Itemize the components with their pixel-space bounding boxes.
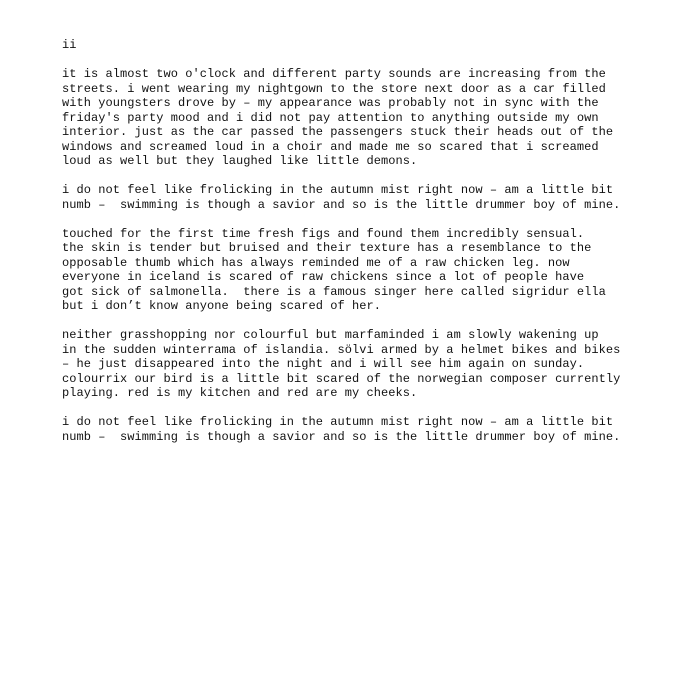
paragraph-line: it is almost two o'clock and different party sounds are increasing from the xyxy=(62,67,606,81)
paragraph-line: neither grasshopping nor colourful but marfaminded i am slowly wakening up xyxy=(62,328,599,342)
paragraph-line: colourrix our bird is a little bit scared of the norwegian composer currently xyxy=(62,371,621,386)
paragraph-line: with youngsters drove by – my appearance was probably not in sync with the xyxy=(62,96,599,110)
paragraph-4 xyxy=(62,328,662,401)
paragraph-1 xyxy=(62,67,662,169)
paragraph-line: the skin is tender but bruised and their texture has a resemblance to the xyxy=(62,241,592,255)
paragraph-line: – he just disappeared into the night and i will see him again on sunday. xyxy=(62,357,585,371)
section-heading: ii xyxy=(62,38,77,52)
paragraph-line: loud as well but they laughed like little demons. xyxy=(62,154,418,168)
paragraph-2 xyxy=(62,183,662,212)
paragraph-line: i do not feel like frolicking in the autumn mist right now – am a little bit xyxy=(62,183,614,197)
paragraph-line: opposable thumb which has always reminded me of a raw chicken leg. now xyxy=(62,255,570,270)
paragraph-line: friday's party mood and i did not pay attention to anything outside my own xyxy=(62,110,599,125)
paragraph-line: interior. just as the car passed the passengers stuck their heads out of the xyxy=(62,125,614,139)
paragraph-line: numb – swimming is though a savior and so is the little drummer boy of mine. xyxy=(62,429,621,444)
paragraph-line: playing. red is my kitchen and red are my cheeks. xyxy=(62,386,418,400)
paragraph-line: streets. i went wearing my nightgown to the store next door as a car filled xyxy=(62,81,606,96)
paragraph-line: numb – swimming is though a savior and so is the little drummer boy of mine. xyxy=(62,197,621,212)
paragraph-5 xyxy=(62,415,662,444)
paragraph-line: in the sudden winterrama of islandia. sölvi armed by a helmet bikes and bikes xyxy=(62,342,621,357)
paragraph-line: got sick of salmonella. there is a famous singer here called sigridur ella xyxy=(62,284,606,299)
paragraph-line: windows and screamed loud in a choir and made me so scared that i screamed xyxy=(62,139,599,154)
paragraph-line: touched for the first time fresh figs and found them incredibly sensual. xyxy=(62,226,585,241)
paragraph-line: but i don’t know anyone being scared of her. xyxy=(62,299,382,313)
paragraph-3 xyxy=(62,227,662,314)
paragraph-line: i do not feel like frolicking in the autumn mist right now – am a little bit xyxy=(62,415,614,429)
paragraph-line: everyone in iceland is scared of raw chickens since a lot of people have xyxy=(62,270,585,284)
document-page xyxy=(62,38,662,459)
